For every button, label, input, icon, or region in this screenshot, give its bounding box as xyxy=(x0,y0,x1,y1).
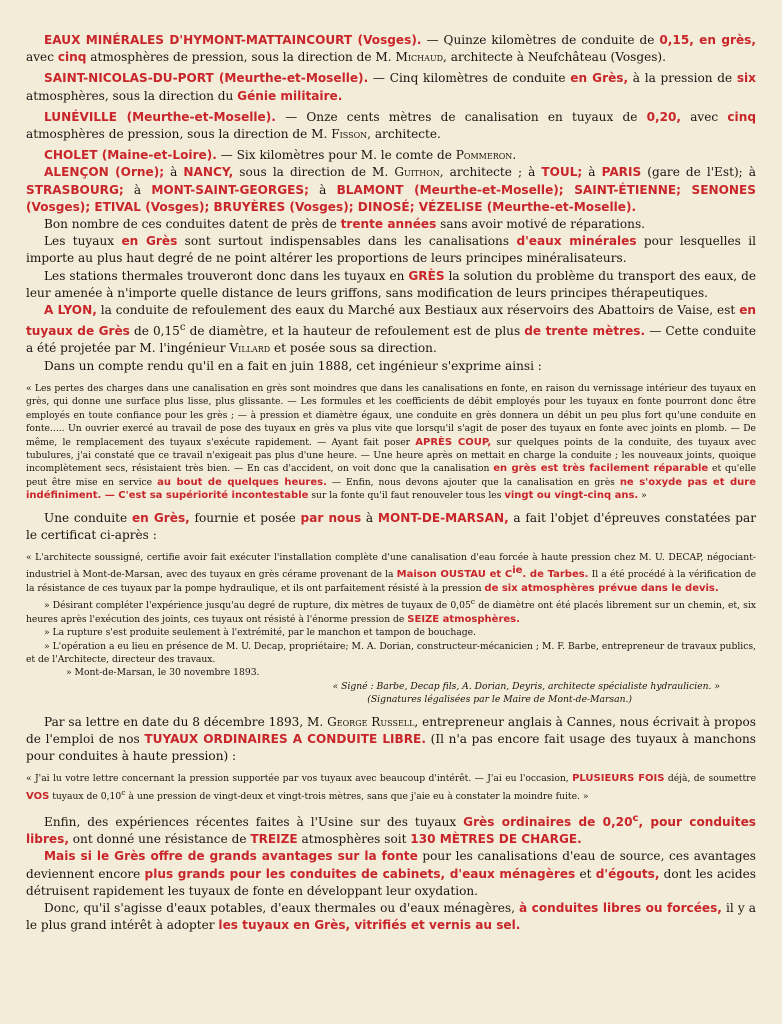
quote-villard: « Les pertes des charges dans une canalisation en grès sont moindres que dans les canalisations en fonte, en raison du vernissage intérieur des tuyaux en grès, qui donne une surface plus lisse, plus glissante. — Les formules et les coefficients de débit employés pour les tuyaux en fonte pourront donc être employés en toute confiance pour les grès ; — à pression et diamètre égaux, une conduite en grès donnera un débit un peu plus fort qu'une conduite en fonte..... Un ouvrier exercé au travail de pose des tuyaux en grès va plus vite que lorsqu'il s'agit de poser des tuyaux en fonte avec joints en plomb. — De même, le remplacement des tuyaux s'exécute rapidement. — Ayant fait poser APRÈS COUP, sur quelques points de la conduite, des tuyaux avec tubulures, j'ai constaté que ce travail n'exigeait pas plus d'une heure. — Une heure après on mettait en charge la conduite ; les nouveaux joints, quoique incomplètement secs, résistaient très bien. — En cas d'accident, on voit donc que la canalisation en grès est très facilement réparable et qu'elle peut être mise en service au bout de quelques heures. — Enfin, nous devons ajouter que la canalisation en grès ne s'oxyde pas et dure indéfiniment. — C'est sa supériorité incontestable sur la fonte qu'il faut renouveler tous les vingt ou vingt-cinq ans. » xyxy=(26,382,757,502)
paragraph-lyon: A LYON, la conduite de refoulement des eaux du Marché aux Bestiaux aux réservoirs des Abattoirs de Vaise, est en tuyaux de Grès de 0,15$^c$ de diamètre, et la hauteur de refoulement est de plus de trente mètres. — Cette conduite a été projetée par M. l'ingénieur Villard et posée sous sa direction. xyxy=(26,303,756,356)
heading-alencon: ALENÇON (Orne); xyxy=(44,165,165,180)
paragraph-mont-de-marsan: Une conduite en Grès, fournie et posée par nous à MONT-DE-MARSAN, a fait l'objet d'épreuves constatées par le certificat ci-après : xyxy=(26,510,756,542)
heading-saint-nicolas: SAINT-NICOLAS-DU-PORT (Meurthe-et-Moselle). xyxy=(44,71,369,86)
quote-manchon: » La rupture s'est produite seulement à l'extrémité, par le manchon et tampon de bouchage. xyxy=(44,627,476,639)
paragraph-hymont: EAUX MINÉRALES D'HYMONT-MATTAINCOURT (Vosges). — Quinze kilomètres de conduite de 0,15, en grès, avec cinq atmosphères de pression, sous la direction de M. Michaud, architecte à Neufchâteau (Vosges). xyxy=(26,33,756,65)
paragraph-conclusion: Donc, qu'il s'agisse d'eaux potables, d'eaux thermales ou d'eaux ménagères, à conduites libres ou forcées, il y a le plus grand intérêt à adopter les tuyaux en Grès, vitrifiés et vernis au sel. xyxy=(26,901,756,933)
signature-line: « Signé : Barbe, Decap fils, A. Dorian, Deyris, architecte spécialiste hydraulicien. » xyxy=(332,680,720,692)
quote-russell: « J'ai lu votre lettre concernant la pression supportée par vos tuyaux avec beaucoup d'intérêt. — J'ai eu l'occasion, PLUSIEURS FOIS déjà, de soumettre VOS tuyaux de 0,10$^c$ à une pression de vingt-deux et vingt-trois mètres, sans que j'aie eu à constater la moindre fuite. » xyxy=(26,773,757,802)
paragraph-stations-thermales: Les stations thermales trouveront donc dans les tuyaux en GRÈS la solution du problème du transport des eaux, de leur amenée à n'importe quelle distance de leurs griffons, sans modification de leurs principes thérapeutiques. xyxy=(26,268,756,300)
heading-cholet: CHOLET (Maine-et-Loire). xyxy=(44,148,217,163)
paragraph-saint-nicolas: SAINT-NICOLAS-DU-PORT (Meurthe-et-Moselle). — Cinq kilomètres de conduite en Grès, à la pression de six atmosphères, sous la direction du Génie militaire. xyxy=(26,71,756,103)
paragraph-russell: Par sa lettre en date du 8 décembre 1893, M. George Russell, entrepreneur anglais à Cannes, nous écrivait à propos de l'emploi de nos TUYAUX ORDINAIRES A CONDUITE LIBRE. (Il n'a pas encore fait usage des tuyaux à manchons pour conduites à haute pression) : xyxy=(26,714,757,763)
quote-presence: » L'opération a eu lieu en présence de M. U. Decap, propriétaire; M. A. Dorian, constructeur-mécanicien ; M. F. Barbe, entrepreneur de travaux publics, et de l'Architecte, directeur des travaux. xyxy=(26,640,756,665)
paragraph-alencon: ALENÇON (Orne); à NANCY, sous la direction de M. Guithon, architecte ; à TOUL; à PARIS (gare de l'Est); à STRASBOURG; à MONT-SAINT-GEORGES; à BLAMONT (Meurthe-et-Moselle); SAINT-ÉTIENNE; SENONES (Vosges); ETIVAL (Vosges); BRUYÈRES (Vosges); DINOSÉ; VÉZELISE (Meurthe-et-Moselle). xyxy=(26,165,757,214)
paragraph-cholet: CHOLET (Maine-et-Loire). — Six kilomètres pour M. le comte de Pommeron. xyxy=(44,148,517,163)
paragraph-eaux-minerales: Les tuyaux en Grès sont surtout indispensables dans les canalisations d'eaux minérales pour lesquelles il importe au plus haut degré de ne point altérer les proportions de leurs principes minéralisateurs. xyxy=(26,234,756,266)
paragraph-trente-annees: Bon nombre de ces conduites datent de près de trente années sans avoir motivé de réparations. xyxy=(44,217,646,232)
quote-rupture: » Désirant compléter l'expérience jusqu'au degré de rupture, dix mètres de tuyaux de 0,05$^c$ de diamètre ont été placés librement sur un chemin, et, six heures après l'exécution des joints, ces tuyaux ont résisté à l'énorme pression de SEIZE atmosphères. xyxy=(26,597,756,625)
heading-luneville: LUNÉVILLE (Meurthe-et-Moselle). xyxy=(44,109,276,124)
signature-legalisation: (Signatures légalisées par le Maire de Mont-de-Marsan.) xyxy=(367,694,632,706)
paragraph-experiences: Enfin, des expériences récentes faites à l'Usine sur des tuyaux Grès ordinaires de 0,20$^c$, pour conduites libres, ont donné une résistance de TREIZE atmosphères soit 130 MÈTRES DE CHARGE. xyxy=(26,813,756,847)
paragraph-luneville: LUNÉVILLE (Meurthe-et-Moselle). — Onze cents mètres de canalisation en tuyaux de 0,20, avec cinq atmosphères de pression, sous la direction de M. Fisson, architecte. xyxy=(26,109,756,142)
paragraph-compte-rendu: Dans un compte rendu qu'il en a fait en juin 1888, cet ingénieur s'exprime ainsi : xyxy=(44,358,542,373)
quote-date: » Mont-de-Marsan, le 30 novembre 1893. xyxy=(66,667,260,679)
paragraph-avantages: Mais si le Grès offre de grands avantages sur la fonte pour les canalisations d'eau de source, ces avantages deviennent encore plus grands pour les conduites de cabinets, d'eaux ménagères et d'égouts, dont les acides détruisent rapidement les tuyaux de fonte en développant leur oxydation. xyxy=(26,849,757,898)
quote-certificat: « L'architecte soussigné, certifie avoir fait exécuter l'installation complète d'une canalisation d'eau forcée à haute pression chez M. U. DECAP, négociant-industriel à Mont-de-Marsan, avec des tuyaux en grès cérame provenant de la Maison OUSTAU et $C^{ie}$. de Tarbes. Il a été procédé à la vérification de la résistance de ces tuyaux par la pompe hydraulique, et ils ont parfaitement résisté à la pression de six atmosphères prévue dans le devis. xyxy=(26,551,757,594)
heading-hymont: EAUX MINÉRALES D'HYMONT-MATTAINCOURT (Vosges). xyxy=(44,33,422,47)
